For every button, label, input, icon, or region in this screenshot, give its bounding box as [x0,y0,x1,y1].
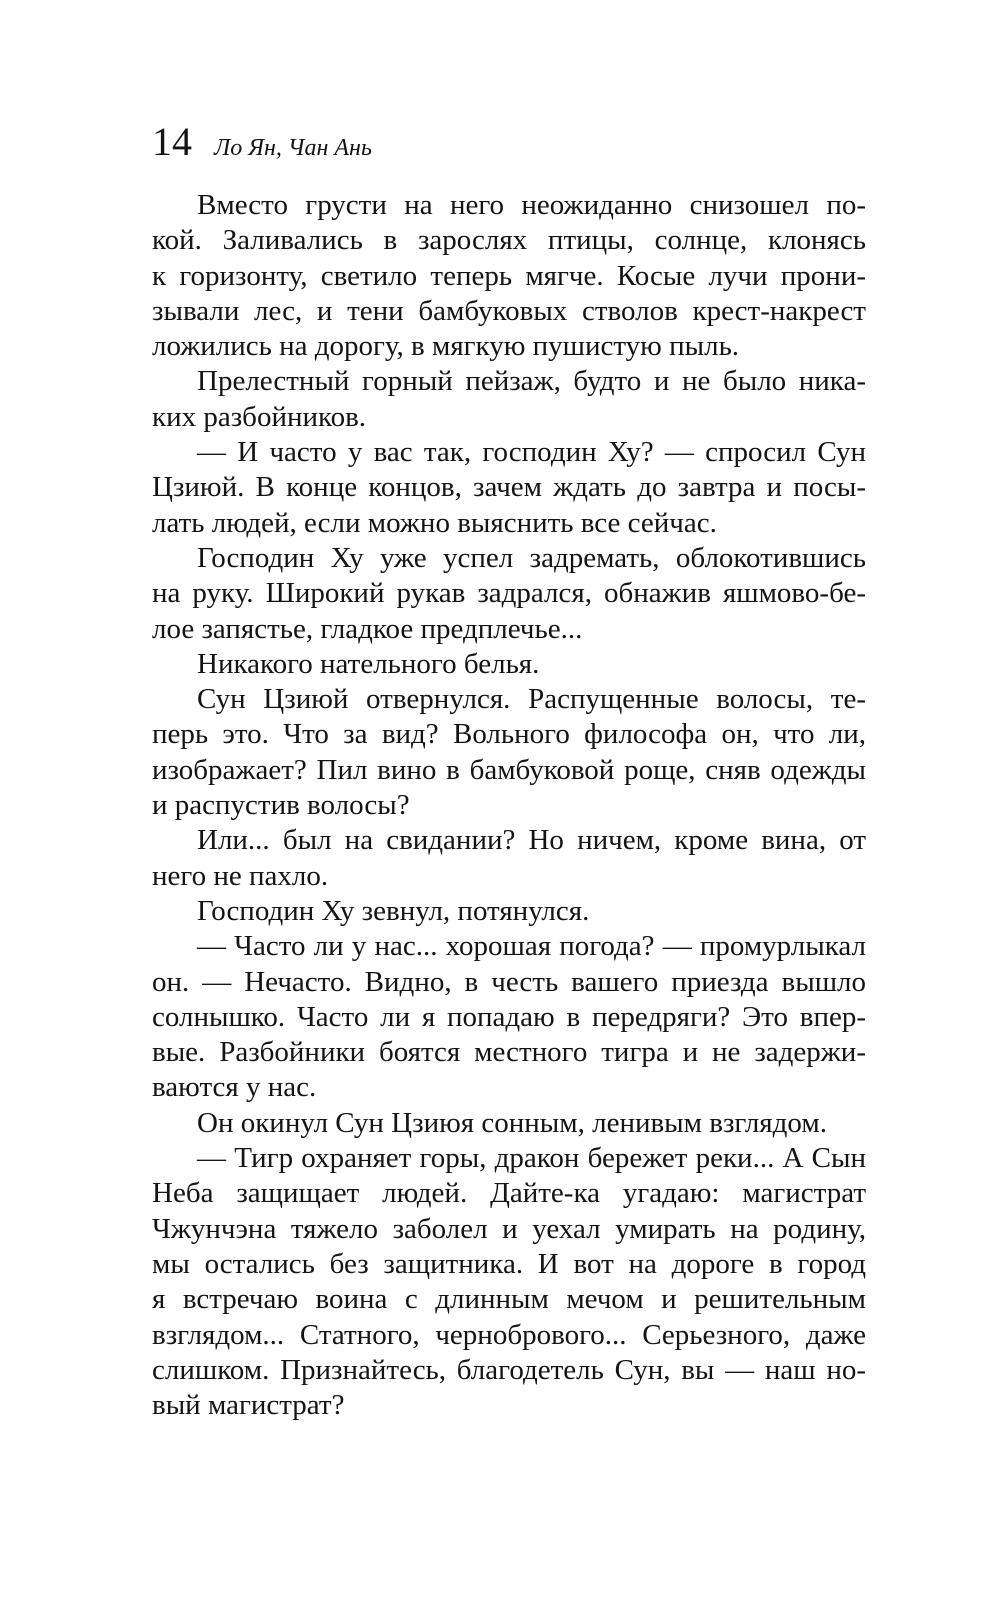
text-line: к горизонту, светило теперь мягче. Косые лучи прони- [152,259,866,292]
text-line: Он окинул Сун Цзиюя сонным, ленивым взглядом. [197,1106,827,1139]
text-line: мы остались без защитника. И вот на дороге в город [152,1247,866,1280]
text-line: Цзиюй. В конце концов, зачем ждать до завтра и посы- [152,471,866,504]
page-number: 14 [152,119,192,164]
text-line: слишком. Признайтесь, благодетель Сун, вы — наш но- [152,1353,866,1386]
text-line: Вместо грусти на него неожиданно снизошел по- [197,189,866,221]
text-line: я встречаю воина с длинным мечом и решительным [152,1283,866,1316]
text-line: вые. Разбойники боятся местного тигра и не задержи- [152,1036,866,1069]
text-line: лать людей, если можно выяснить все сейчас. [152,506,717,539]
text-line: Чжунчэна тяжело заболел и уехал умирать на родину, [152,1212,866,1245]
text-line: — И часто у вас так, господин Ху? — спросил Сун [197,436,866,469]
text-line: кой. Заливались в зарослях птицы, солнце, клонясь [152,224,866,257]
text-line: перь это. Что за вид? Вольного философа он, что ли, [152,718,866,751]
text-line: Сун Цзиюй отвернулся. Распущенные волосы, те- [197,683,866,716]
running-head [152,119,372,172]
body-text [152,188,866,1423]
running-head-authors: Ло Ян, Чан Ань [214,135,372,161]
text-line: ложились на дорогу, в мягкую пушистую пыль. [152,330,740,363]
text-line: Господин Ху уже успел задремать, облокотившись [197,541,866,574]
text-line: ваются у нас. [152,1071,317,1104]
text-line: солнышко. Часто ли я попадаю в передряги? Это впер- [152,1000,866,1033]
text-line: — Тигр охраняет горы, дракон бережет реки... А Сын [197,1142,866,1175]
text-line: зывали лес, и тени бамбуковых стволов крест-накрест [152,294,866,327]
text-line: изображает? Пил вино в бамбуковой роще, сняв одежды [152,753,866,786]
text-line: Прелестный горный пейзаж, будто и не было ника- [197,365,866,398]
text-line: и распустив волосы? [152,789,410,822]
text-line: он. — Нечасто. Видно, в честь вашего приезда вышло [152,965,866,998]
text-line: лое запястье, гладкое предплечье... [152,612,583,645]
text-line: Или... был на свидании? Но ничем, кроме вина, от [197,824,866,857]
text-line: ких разбойников. [152,400,367,433]
text-line: него не пахло. [152,859,329,892]
text-line: Господин Ху зевнул, потянулся. [197,894,590,927]
text-line: Неба защищает людей. Дайте-ка угадаю: магистрат [152,1177,866,1210]
text-line: Никакого нательного белья. [197,647,540,680]
text-line: вый магистрат? [152,1389,345,1422]
text-line: взглядом... Статного, чернобрового... Серьезного, даже [152,1318,866,1351]
text-line: — Часто ли у нас... хорошая погода? — промурлыкал [197,930,866,963]
text-line: на руку. Широкий рукав задрался, обнажив яшмово-бе- [152,577,866,610]
